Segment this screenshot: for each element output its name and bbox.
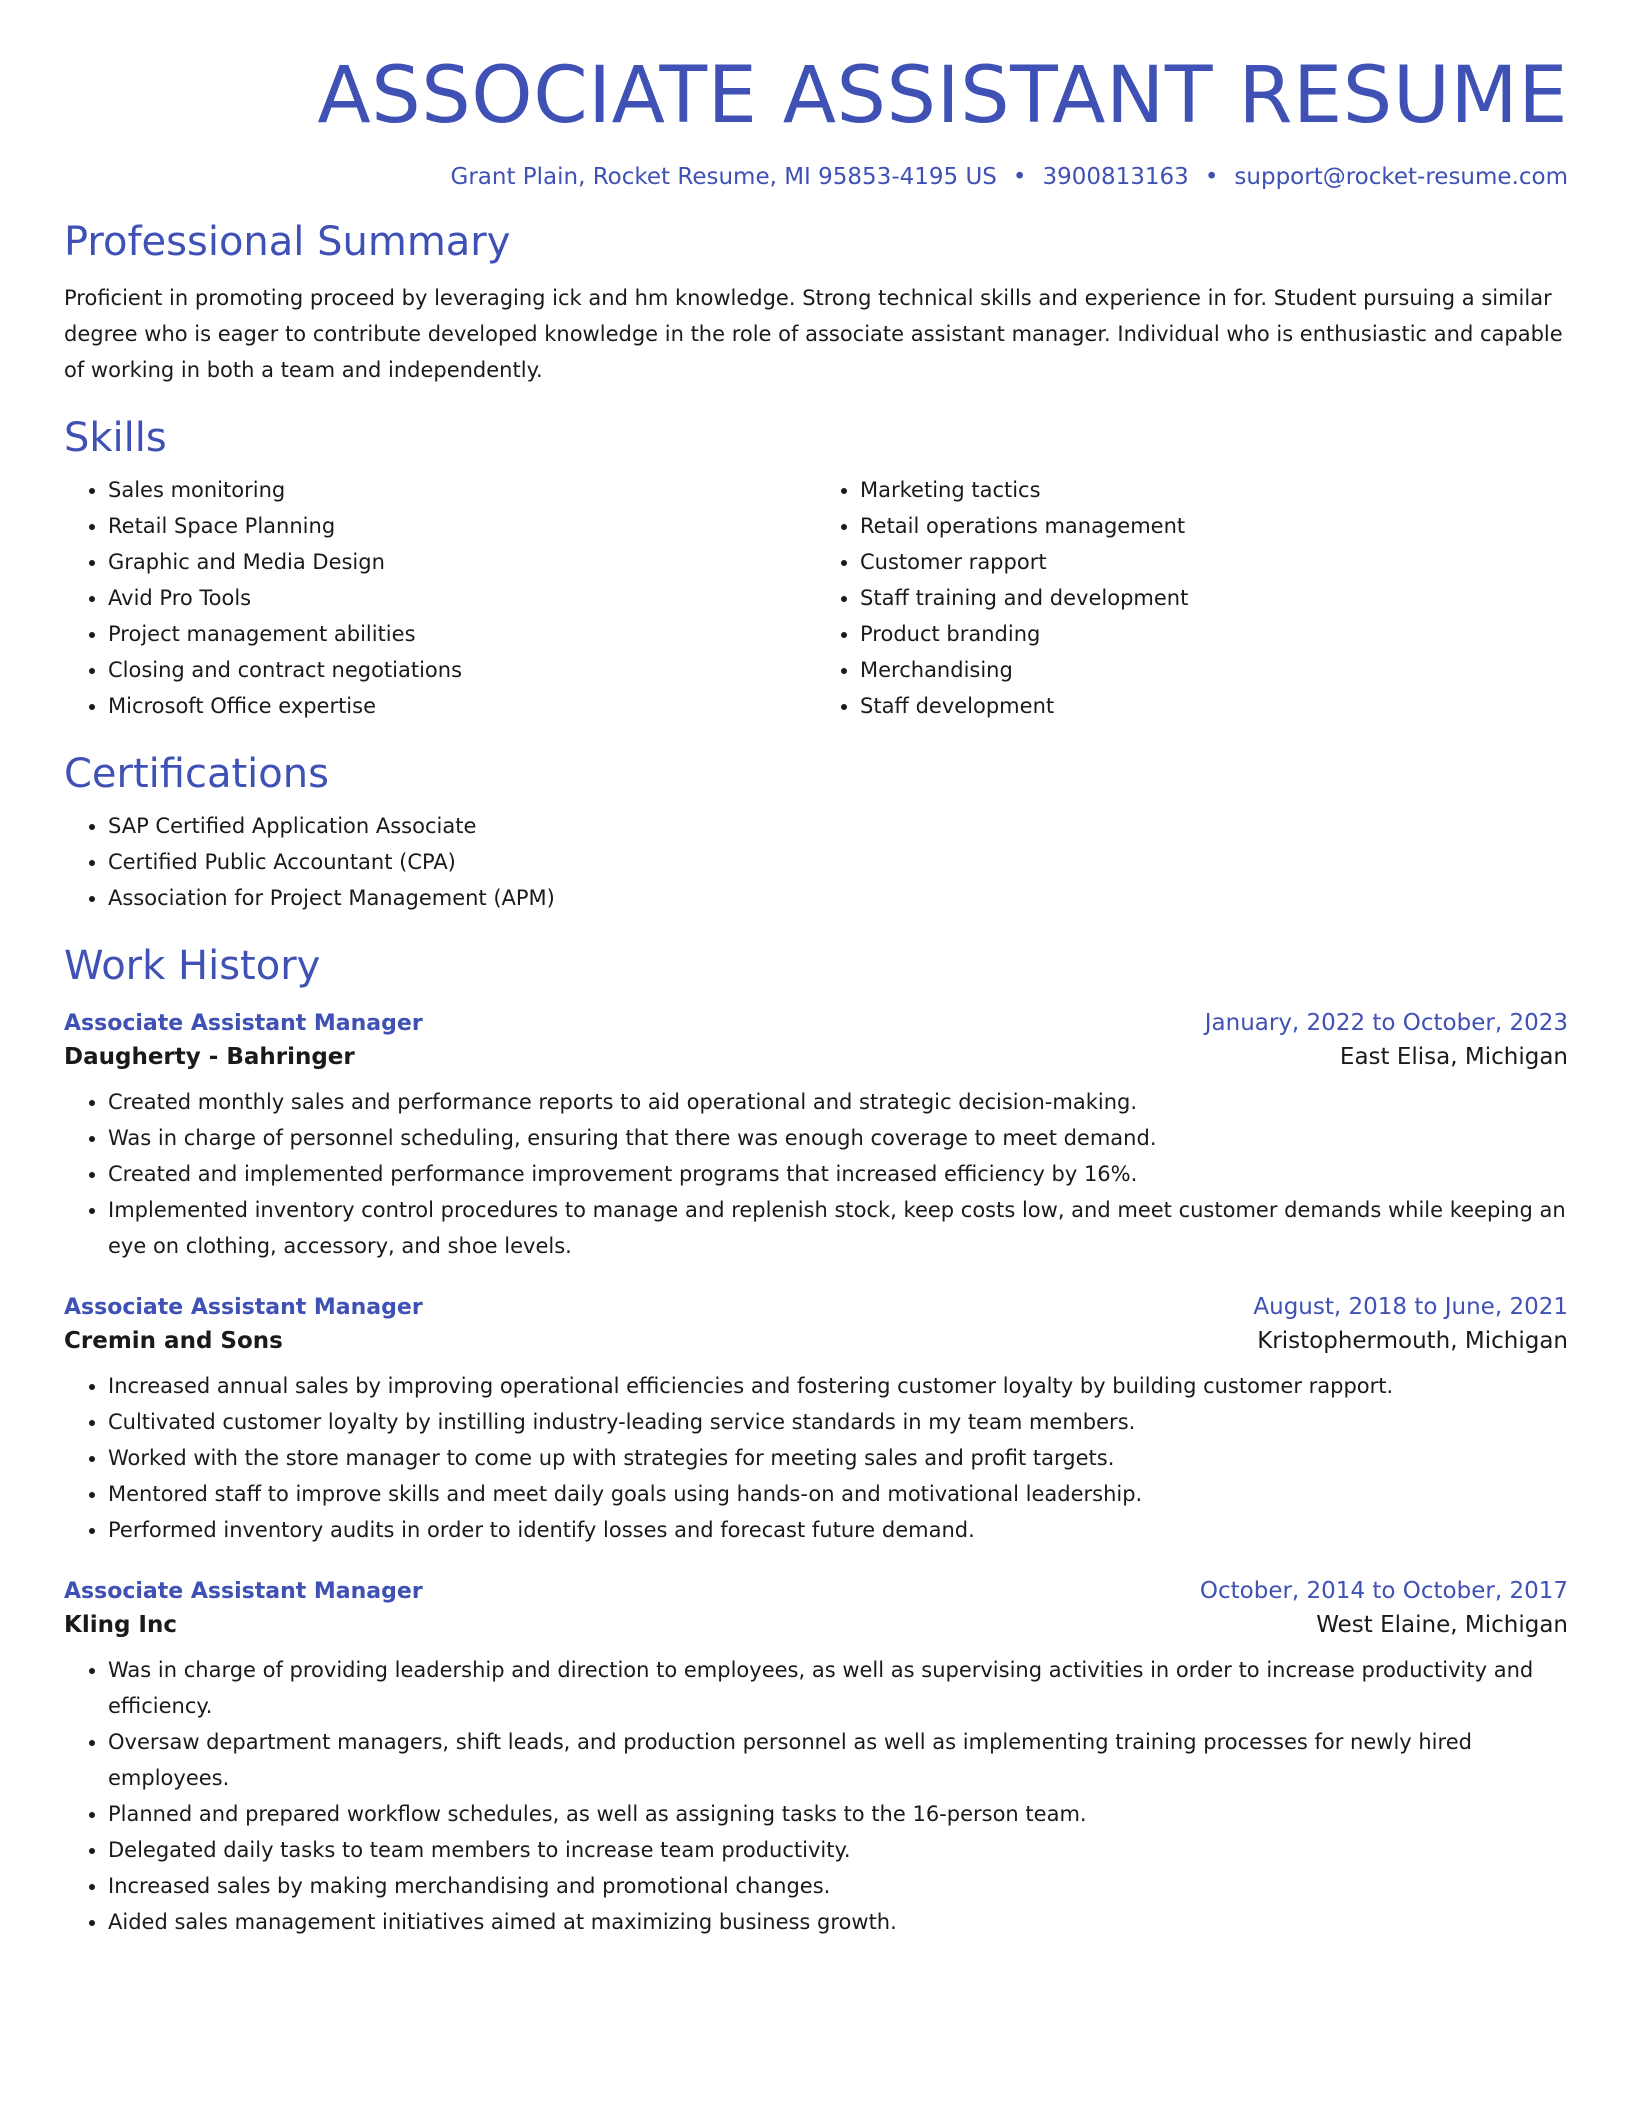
certification-item: • Association for Project Management (APM) bbox=[108, 880, 1568, 916]
job-location: West Elaine, Michigan bbox=[1316, 1612, 1568, 1639]
skill-item: • Merchandising bbox=[860, 652, 1568, 688]
skill-item: • Avid Pro Tools bbox=[108, 580, 816, 616]
job-bullets bbox=[64, 1084, 1568, 1264]
job-entry bbox=[64, 1010, 1568, 1264]
job-entry bbox=[64, 1578, 1568, 1940]
skill-item: • Staff development bbox=[860, 688, 1568, 724]
certification-item: • Certified Public Accountant (CPA) bbox=[108, 844, 1568, 880]
certifications-section bbox=[64, 750, 1568, 916]
job-company: Kling Inc bbox=[64, 1612, 178, 1639]
job-title-row bbox=[64, 1010, 1568, 1036]
skill-item: • Project management abilities bbox=[108, 616, 816, 652]
certifications-heading: Certifications bbox=[64, 751, 329, 798]
resume-title: ASSOCIATE ASSISTANT RESUME bbox=[317, 51, 1568, 141]
contact-separator: • bbox=[1012, 164, 1027, 191]
job-company: Cremin and Sons bbox=[64, 1328, 283, 1355]
skills-list-left bbox=[64, 472, 816, 724]
job-bullet: • Cultivated customer loyalty by instilling industry-leading service standards in my team members. bbox=[108, 1404, 1568, 1440]
summary-section bbox=[64, 218, 1568, 388]
job-company-row bbox=[64, 1604, 1568, 1638]
job-location: East Elisa, Michigan bbox=[1339, 1044, 1568, 1071]
job-bullet: • Mentored staff to improve skills and meet daily goals using hands-on and motivational leadership. bbox=[108, 1476, 1568, 1512]
skill-item: • Microsoft Office expertise bbox=[108, 688, 816, 724]
job-bullets bbox=[64, 1368, 1568, 1548]
work-history-section bbox=[64, 942, 1568, 1940]
job-title-row bbox=[64, 1294, 1568, 1320]
skill-item: • Retail Space Planning bbox=[108, 508, 816, 544]
skill-item: • Graphic and Media Design bbox=[108, 544, 816, 580]
certifications-list bbox=[64, 808, 1568, 916]
job-bullet: • Worked with the store manager to come up with strategies for meeting sales and profit targets. bbox=[108, 1440, 1568, 1476]
contact-line bbox=[64, 164, 1568, 190]
contact-email[interactable]: support@rocket-resume.com bbox=[1234, 164, 1568, 191]
job-title: Associate Assistant Manager bbox=[64, 1579, 423, 1605]
job-bullet: • Aided sales management initiatives aimed at maximizing business growth. bbox=[108, 1904, 1568, 1940]
job-dates: August, 2018 to June, 2021 bbox=[1253, 1294, 1568, 1321]
job-bullet: • Planned and prepared workflow schedules, as well as assigning tasks to the 16-person team. bbox=[108, 1796, 1568, 1832]
job-location: Kristophermouth, Michigan bbox=[1257, 1328, 1568, 1355]
job-title: Associate Assistant Manager bbox=[64, 1295, 423, 1321]
job-title-row bbox=[64, 1578, 1568, 1604]
skills-heading: Skills bbox=[64, 415, 167, 462]
job-bullet: • Increased annual sales by improving operational efficiencies and fostering customer loyalty by building customer rapport. bbox=[108, 1368, 1568, 1404]
job-bullet: • Created monthly sales and performance reports to aid operational and strategic decision-making. bbox=[108, 1084, 1568, 1120]
job-bullet: • Increased sales by making merchandising and promotional changes. bbox=[108, 1868, 1568, 1904]
contact-phone: 3900813163 bbox=[1042, 164, 1189, 191]
skill-item: • Sales monitoring bbox=[108, 472, 816, 508]
skills-list-right bbox=[816, 472, 1568, 724]
work-history-heading: Work History bbox=[64, 943, 321, 990]
skill-item: • Customer rapport bbox=[860, 544, 1568, 580]
job-bullet: • Was in charge of personnel scheduling, ensuring that there was enough coverage to meet demand. bbox=[108, 1120, 1568, 1156]
skill-item: • Staff training and development bbox=[860, 580, 1568, 616]
job-dates: October, 2014 to October, 2017 bbox=[1199, 1578, 1568, 1605]
summary-text: Proficient in promoting proceed by leveraging ick and hm knowledge. Strong technical skills and experience in for. Student pursuing a similar degree who is eager to contribute developed knowledge in the role of associate assistant manager. Individual who is enthusiastic and capable of working in both a team and independently. bbox=[64, 286, 1563, 383]
job-entry bbox=[64, 1294, 1568, 1548]
certification-item: • SAP Certified Application Associate bbox=[108, 808, 1568, 844]
job-bullet: • Created and implemented performance improvement programs that increased efficiency by 16%. bbox=[108, 1156, 1568, 1192]
skill-item: • Closing and contract negotiations bbox=[108, 652, 816, 688]
contact-separator: • bbox=[1204, 164, 1219, 191]
resume-header bbox=[64, 50, 1568, 190]
skill-item: • Product branding bbox=[860, 616, 1568, 652]
skills-grid bbox=[64, 472, 1568, 724]
skill-item: • Retail operations management bbox=[860, 508, 1568, 544]
job-bullet: • Oversaw department managers, shift leads, and production personnel as well as implementing training processes for newly hired employees. bbox=[108, 1724, 1568, 1796]
job-bullet: • Implemented inventory control procedures to manage and replenish stock, keep costs low, and meet customer demands while keeping an eye on clothing, accessory, and shoe levels. bbox=[108, 1192, 1568, 1264]
job-bullets bbox=[64, 1652, 1568, 1940]
contact-address: Grant Plain, Rocket Resume, MI 95853-4195 US bbox=[450, 164, 997, 191]
skills-section bbox=[64, 414, 1568, 724]
skill-item: • Marketing tactics bbox=[860, 472, 1568, 508]
job-dates: January, 2022 to October, 2023 bbox=[1204, 1010, 1568, 1037]
job-bullet: • Delegated daily tasks to team members to increase team productivity. bbox=[108, 1832, 1568, 1868]
job-company-row bbox=[64, 1036, 1568, 1070]
job-company: Daugherty - Bahringer bbox=[64, 1044, 355, 1071]
summary-heading: Professional Summary bbox=[64, 219, 511, 266]
job-company-row bbox=[64, 1320, 1568, 1354]
job-bullet: • Performed inventory audits in order to identify losses and forecast future demand. bbox=[108, 1512, 1568, 1548]
job-title: Associate Assistant Manager bbox=[64, 1011, 423, 1037]
job-bullet: • Was in charge of providing leadership and direction to employees, as well as supervising activities in order to increase productivity and efficiency. bbox=[108, 1652, 1568, 1724]
